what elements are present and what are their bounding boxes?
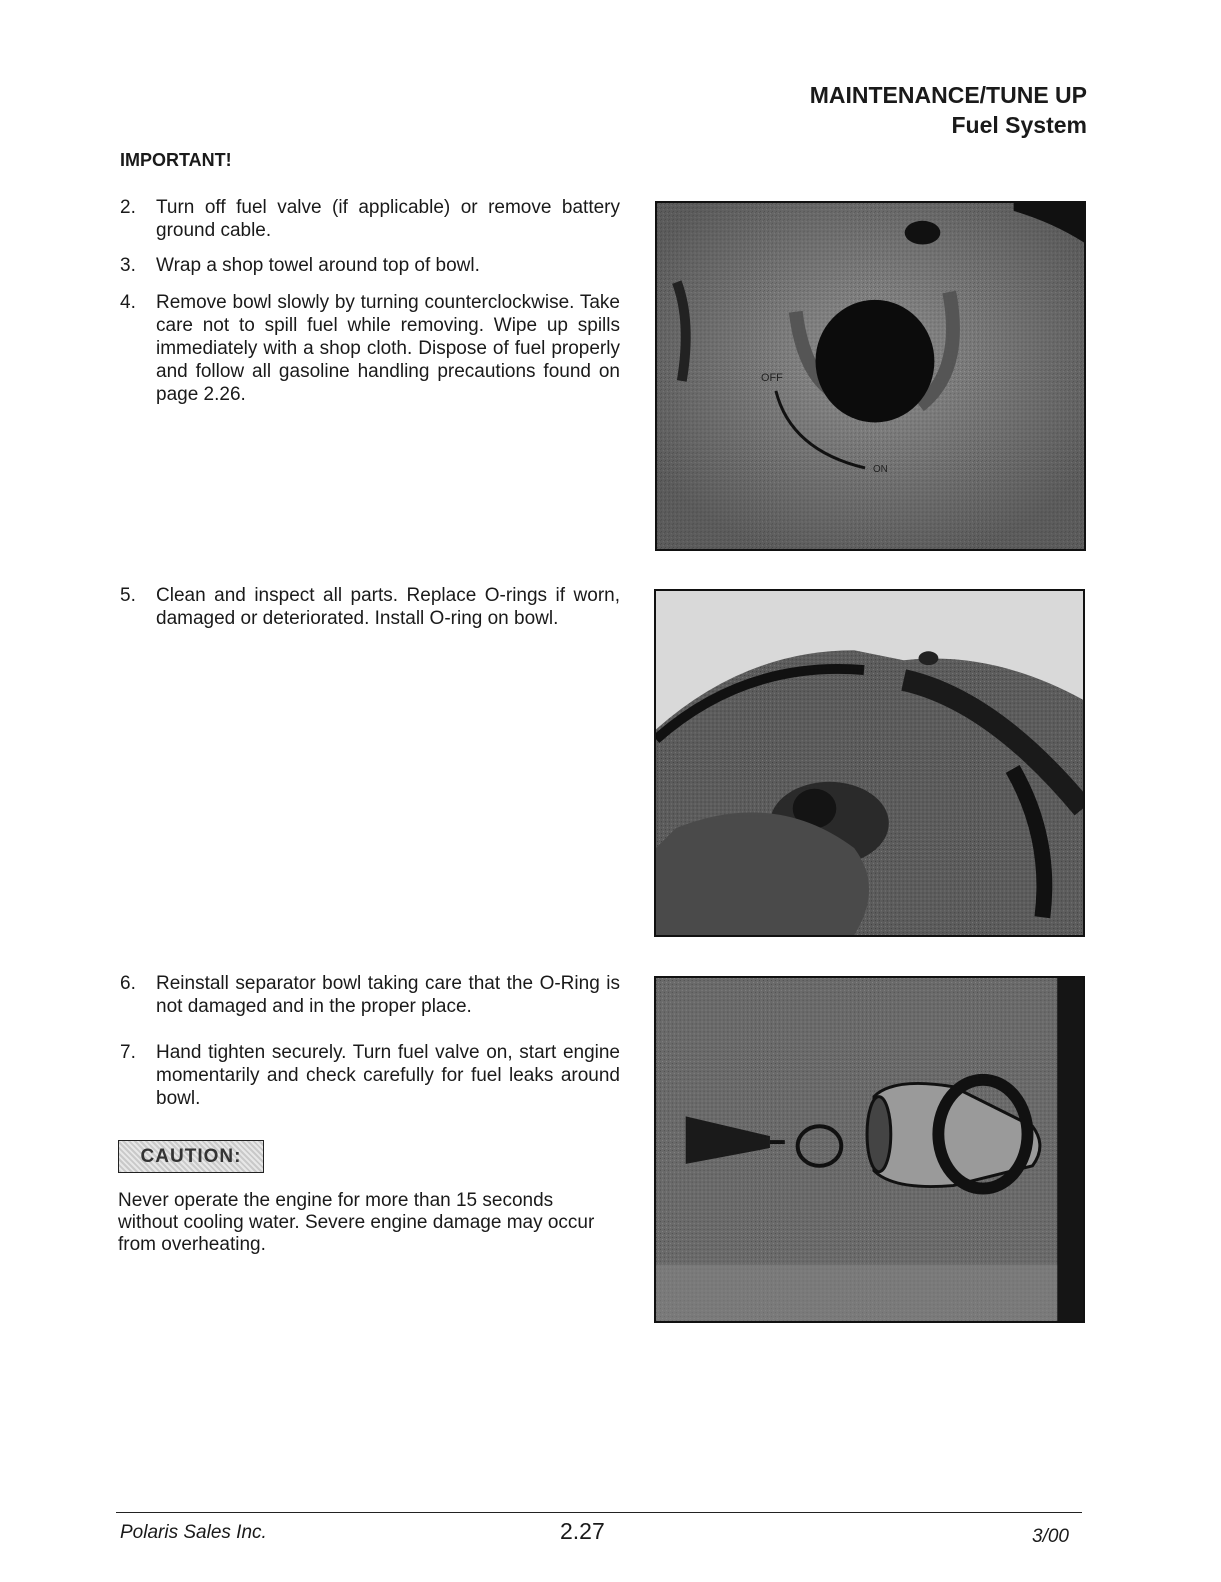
step-text: Clean and inspect all parts. Replace O-rings if worn, damaged or deteriorated. Install O-ring on bowl. <box>156 585 620 629</box>
footer-rule <box>116 1512 1082 1513</box>
photo-fuel-valve <box>655 201 1086 551</box>
step-number: 2. <box>120 197 136 218</box>
step-number: 6. <box>120 973 136 994</box>
step-4 <box>120 291 620 406</box>
valve-on-label: ON <box>872 463 888 475</box>
step-number: 5. <box>120 585 136 606</box>
step-2 <box>120 196 620 242</box>
step-text: Turn off fuel valve (if applicable) or remove battery ground cable. <box>156 197 620 241</box>
step-6 <box>120 972 620 1018</box>
step-number: 4. <box>120 292 136 313</box>
step-3 <box>120 254 620 277</box>
step-text: Reinstall separator bowl taking care that the O-Ring is not damaged and in the proper place. <box>156 973 620 1017</box>
photo-separator-parts <box>654 976 1085 1323</box>
page-header <box>810 80 1087 140</box>
step-7 <box>120 1041 620 1110</box>
step-text: Remove bowl slowly by turning counterclockwise. Take care not to spill fuel while removing. Wipe up spills immediately with a shop cloth. Dispose of fuel properly and follow all gasoline handling precautions found on page 2.26. <box>156 292 620 405</box>
footer-date: 3/00 <box>1032 1526 1069 1547</box>
step-text: Hand tighten securely. Turn fuel valve on, start engine momentarily and check carefully for fuel leaks around bowl. <box>156 1042 620 1109</box>
section-title: MAINTENANCE/TUNE UP <box>809 82 1087 108</box>
step-text: Wrap a shop towel around top of bowl. <box>156 255 480 276</box>
photo-bowl-removal <box>654 589 1085 937</box>
caution-text: Never operate the engine for more than 15 seconds without cooling water. Severe engine damage may occur from overheating. <box>118 1190 595 1255</box>
valve-off-label: OFF <box>761 371 783 384</box>
subsection-title: Fuel System <box>951 112 1087 138</box>
footer-company: Polaris Sales Inc. <box>120 1522 267 1543</box>
step-5 <box>120 584 620 630</box>
step-number: 3. <box>120 255 136 276</box>
caution-badge: CAUTION: <box>118 1140 264 1173</box>
important-label: IMPORTANT! <box>120 150 232 170</box>
footer-page-number: 2.27 <box>560 1518 605 1544</box>
step-number: 7. <box>120 1042 136 1063</box>
